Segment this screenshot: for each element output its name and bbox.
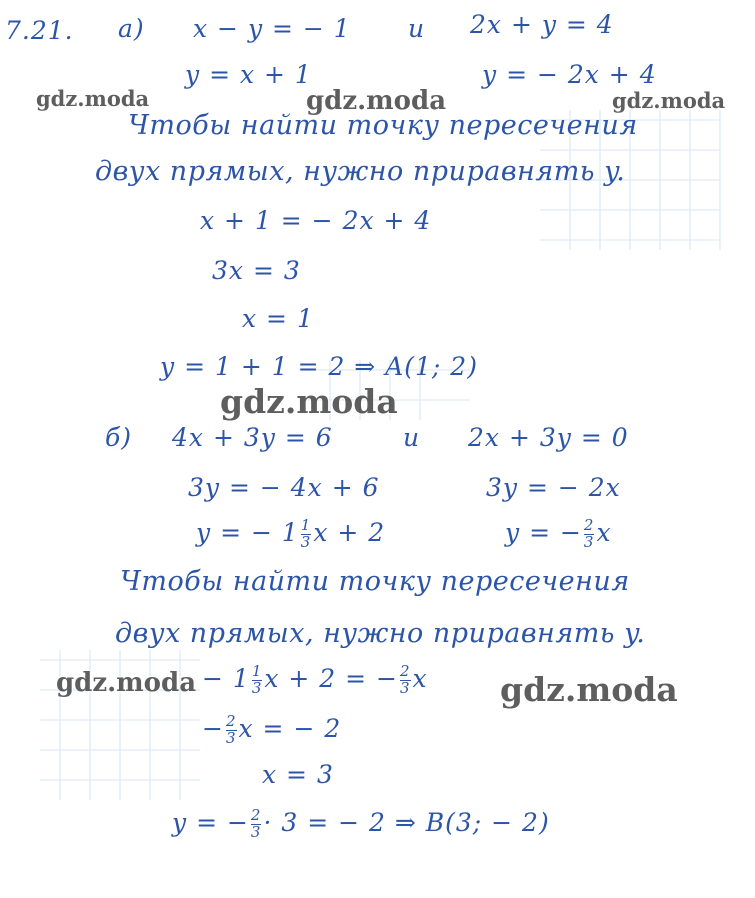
watermark: gdz.moda <box>306 86 447 116</box>
part-b-equation-1-step: 3y = − 4x + 6 <box>188 473 380 502</box>
fraction: $\frac{2}{3}$ <box>250 806 262 841</box>
part-a-step-4: y = 1 + 1 = 2 ⇒ A(1; 2) <box>160 352 478 381</box>
part-b-label: б) <box>105 423 133 452</box>
fraction: $\frac{1}{3}$ <box>251 662 263 697</box>
part-b-step-3: x = 3 <box>262 760 334 789</box>
part-b-equation-2-step: 3y = − 2x <box>486 473 621 502</box>
part-b-equation-2-solved: y = − $\frac{2}{3}$ x <box>505 516 612 551</box>
watermark: gdz.moda <box>612 88 726 113</box>
watermark: gdz.moda <box>500 670 678 709</box>
part-a-step-2: 3x = 3 <box>212 256 301 285</box>
part-a-step-3: x = 1 <box>242 304 314 333</box>
part-a-label: а) <box>118 14 145 43</box>
part-b-step-2: − $\frac{2}{3}$ x = − 2 <box>202 712 342 747</box>
fraction: $\frac{2}{3}$ <box>400 662 411 697</box>
part-b-conjunction: и <box>403 423 421 452</box>
fraction: $\frac{2}{3}$ <box>225 712 237 747</box>
part-b-step-4: y = − $\frac{2}{3}$ · 3 = − 2 ⇒ B(3; − 2) <box>172 806 550 841</box>
watermark: gdz.moda <box>220 382 398 421</box>
part-a-step-1: x + 1 = − 2x + 4 <box>200 206 432 235</box>
fraction: $\frac{2}{3}$ <box>583 516 595 551</box>
part-a-equation-2: 2x + y = 4 <box>470 10 614 39</box>
part-a-note-line-1: Чтобы найти точку пересечения <box>128 110 638 141</box>
fraction: $\frac{1}{3}$ <box>300 516 312 551</box>
part-b-equation-2: 2x + 3y = 0 <box>468 423 629 452</box>
part-b-note-line-1: Чтобы найти точку пересечения <box>120 566 630 597</box>
part-a-conjunction: и <box>408 14 426 43</box>
part-b-step-1: − 1 $\frac{1}{3}$ x + 2 = − $\frac{2}{3}$ x <box>202 662 428 697</box>
watermark: gdz.moda <box>36 86 150 111</box>
part-a-equation-1: x − y = − 1 <box>193 14 351 43</box>
part-a-equation-2-solved: y = − 2x + 4 <box>482 60 657 89</box>
problem-number: 7.21. <box>5 16 74 45</box>
part-b-equation-1-solved: y = − 1 $\frac{1}{3}$ x + 2 <box>196 516 386 551</box>
part-b-note-line-2: двух прямых, нужно приравнять y. <box>115 618 646 649</box>
watermark: gdz.moda <box>56 668 197 698</box>
part-a-note-line-2: двух прямых, нужно приравнять y. <box>95 156 626 187</box>
part-a-equation-1-solved: y = x + 1 <box>185 60 312 89</box>
part-b-equation-1: 4x + 3y = 6 <box>172 423 333 452</box>
